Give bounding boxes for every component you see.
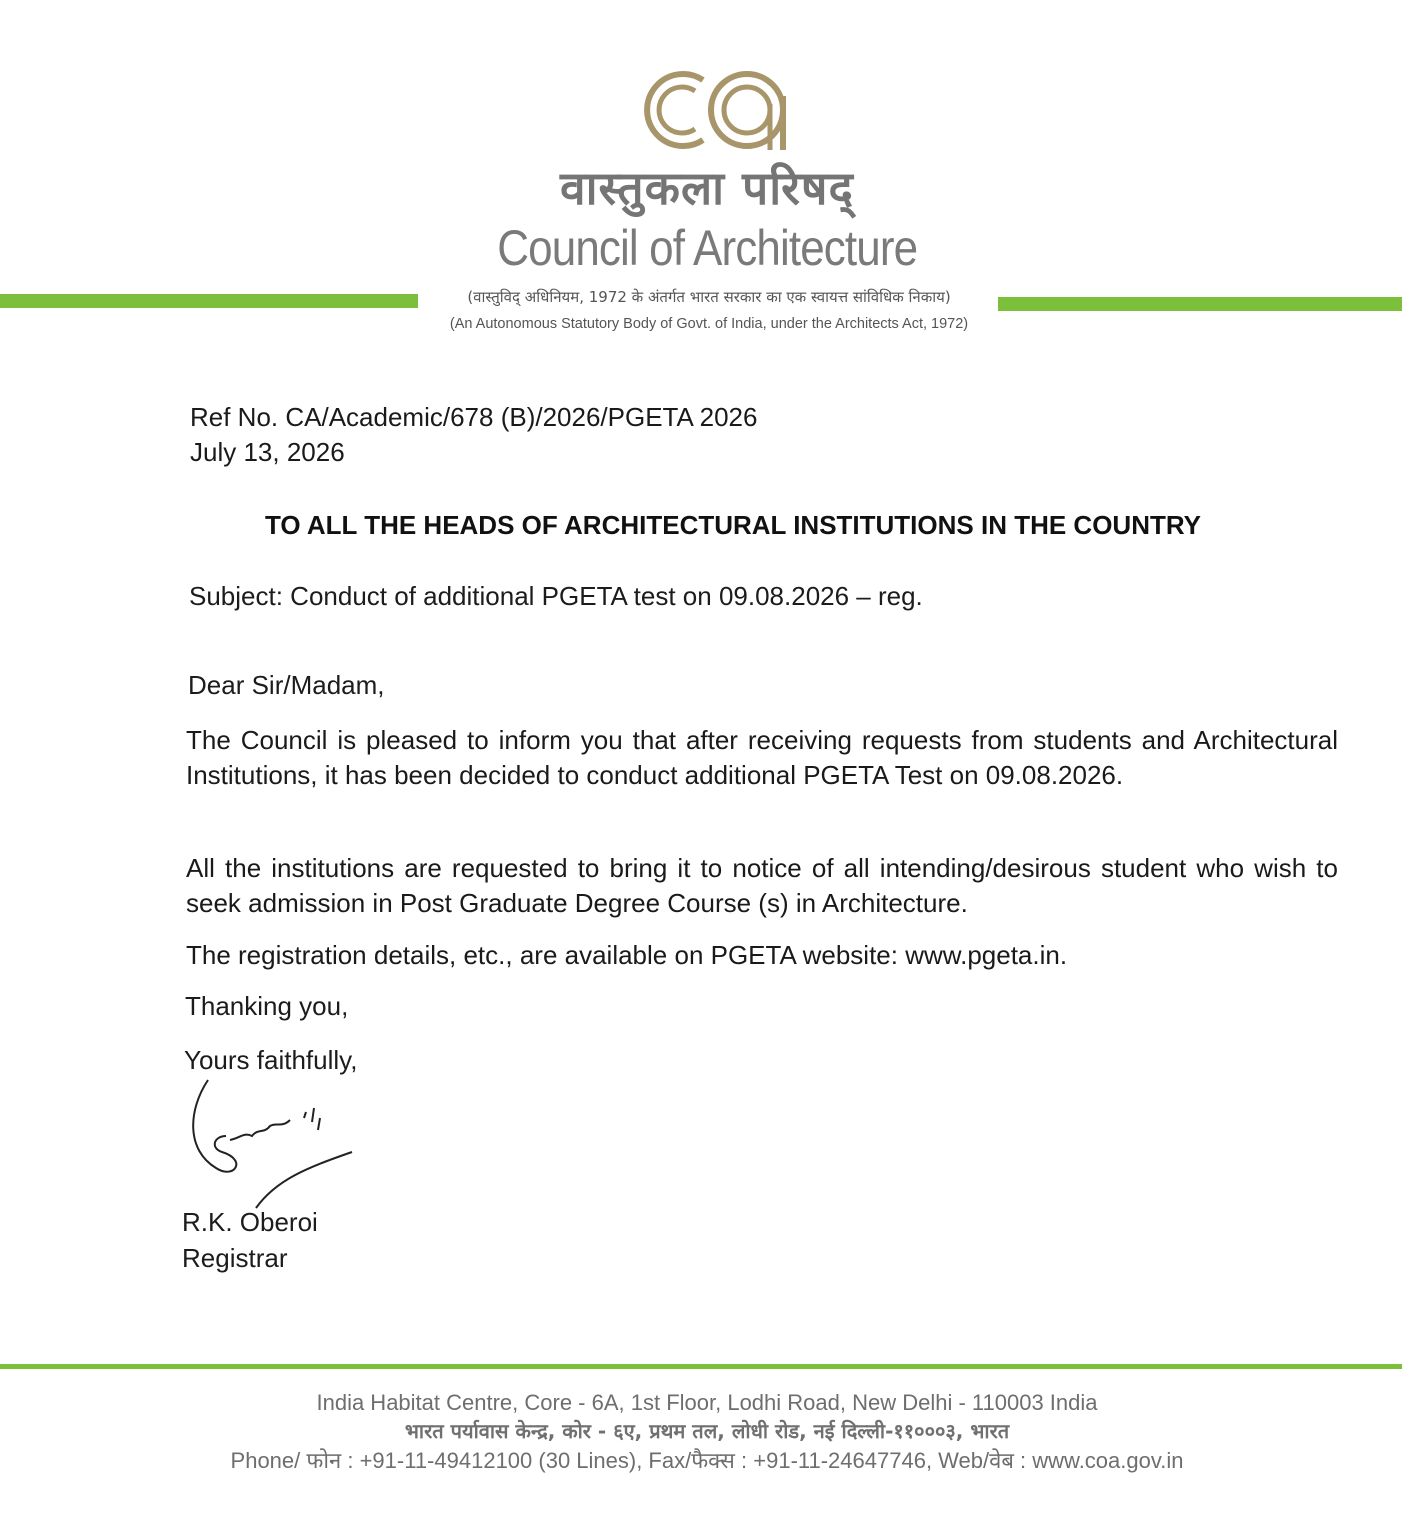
council-name-english: Council of Architecture — [497, 220, 918, 276]
council-logo-icon — [629, 66, 789, 154]
footer-address-english: India Habitat Centre, Core - 6A, 1st Floor, Lodhi Road, New Delhi - 110003 India — [316, 1390, 1098, 1415]
signer-title: Registrar — [182, 1243, 288, 1273]
salutation: Dear Sir/Madam, — [188, 670, 385, 700]
header-divider-left — [0, 294, 418, 308]
council-name-hindi: वास्तुकला परिषद् — [560, 161, 854, 215]
subject-line: Subject: Conduct of additional PGETA test on 09.08.2026 – reg. — [189, 581, 923, 611]
footer-divider — [0, 1364, 1402, 1369]
sign-off: Yours faithfully, — [184, 1045, 358, 1075]
addressee-heading: TO ALL THE HEADS OF ARCHITECTURAL INSTITUTIONS IN THE COUNTRY — [265, 510, 1201, 540]
letterhead-subtitle-hindi: (वास्तुविद् अधिनियम, 1972 के अंतर्गत भारत सरकार का एक स्वायत्त सांविधिक निकाय) — [467, 288, 951, 306]
letterhead-subtitle-english: (An Autonomous Statutory Body of Govt. of India, under the Architects Act, 1972) — [449, 316, 969, 332]
signer-name: R.K. Oberoi — [182, 1207, 318, 1237]
header-divider-right — [998, 297, 1402, 311]
reference-number: Ref No. CA/Academic/678 (B)/2026/PGETA 2026 — [190, 402, 758, 432]
handwritten-signature-icon — [186, 1040, 366, 1215]
footer-contact: Phone/ फोन : +91-11-49412100 (30 Lines), Fax/फैक्स : +91-11-24647746, Web/वेब : www.coa.gov.in — [230, 1448, 1184, 1473]
closing-line: Thanking you, — [185, 991, 349, 1021]
body-paragraph: All the institutions are requested to bring it to notice of all intending/desirous student who wish to seek admission in Post Graduate Degree Course (s) in Architecture. — [186, 853, 1338, 918]
footer-address-hindi: भारत पर्यावास केन्द्र, कोर - ६ए, प्रथम तल, लोधी रोड, नई दिल्ली-११०००३, भारत — [404, 1419, 1010, 1443]
body-paragraph: The Council is pleased to inform you that after receiving requests from students and Architectural Institutions, it has been decided to conduct additional PGETA Test on 09.08.2026. — [186, 725, 1338, 790]
body-paragraph: The registration details, etc., are available on PGETA website: www.pgeta.in. — [186, 940, 1068, 970]
letter-date: July 13, 2026 — [190, 437, 345, 467]
